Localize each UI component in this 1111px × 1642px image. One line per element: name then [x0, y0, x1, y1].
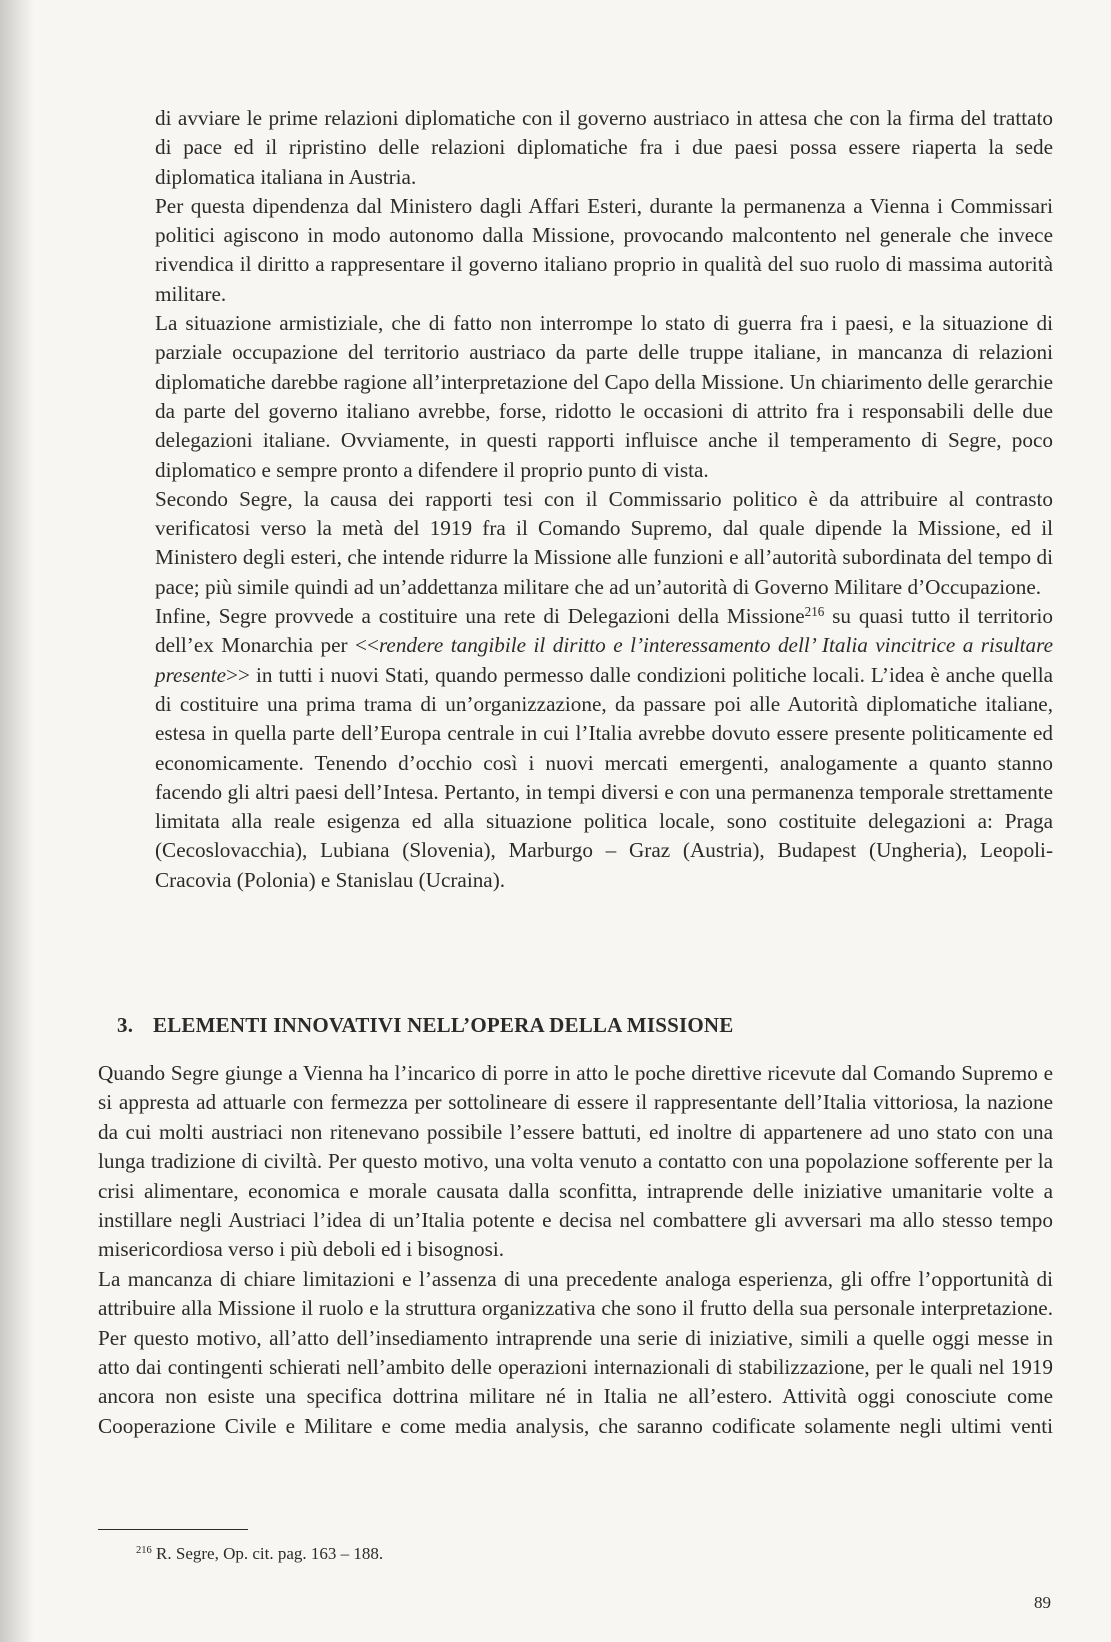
footnote-reference[interactable]: 216 [804, 603, 825, 619]
italic-quotation: rendere tangibile il diritto e l’interessamento dell’ Italia vincitrice a risultare presente [155, 633, 1053, 687]
body-text-bottom [98, 1059, 1053, 1441]
section-number: 3. [117, 1013, 134, 1037]
paragraph-text: Infine, Segre provvede a costituire una rete di Delegazioni della Missione [155, 604, 805, 629]
footnote-divider [98, 1529, 248, 1530]
paragraph-text: su quasi tutto il territorio dell’ex Monarchia per [155, 604, 1053, 658]
paragraph: La situazione armistiziale, che di fatto non interrompe lo stato di guerra fra i paesi, e la situazione di parziale occupazione del territorio austriaco da parte delle truppe italiane, in mancanza di relazioni diplomatiche darebbe ragione all’interpretazione del Capo della Missione. Un chiarimento delle gerarchie da parte del governo italiano avrebbe, forse, ridotto le occasioni di attrito fra i responsabili delle due delegazioni italiane. Ovviamente, in questi rapporti influisce anche il temperamento di Segre, poco diplomatico e sempre pronto a difendere il proprio punto di vista. [155, 311, 1053, 482]
section-heading [117, 1013, 733, 1038]
paragraph: La mancanza di chiare limitazioni e l’assenza di una precedente analoga esperienza, gli offre l’opportunità di attribuire alla Missione il ruolo e la struttura organizzativa che sono il frutto della sua personale interpretazione. Per questo motivo, all’atto dell’insediamento intraprende una serie di iniziative, simili a quelle oggi messe in atto dai contingenti schierati nell’ambito delle operazioni internazionali di stabilizzazione, per le quali nel 1919 ancora non esiste una specifica dottrina militare né in Italia ne all’estero. Attività oggi conosciute come Cooperazione Civile e Militare e come media analysis, che saranno codificate solamente negli ultimi venti [98, 1266, 1053, 1438]
footnote [136, 1543, 383, 1565]
paragraph: Secondo Segre, la causa dei rapporti tesi con il Commissario politico è da attribuire al contrasto verificatosi verso la metà del 1919 fra il Comando Supremo, dal quale dipende la Missione, ed il Ministero degli esteri, che intende ridurre la Missione alle funzioni e all’autorità subordinata del tempo di pace; più simile quindi ad un’addettanza militare che ad un’autorità di Governo Militare d’Occupazione. [155, 486, 1053, 599]
paragraph: di avviare le prime relazioni diplomatiche con il governo austriaco in attesa che con la firma del trattato di pace ed il ripristino delle relazioni diplomatiche fra i due paesi possa essere riaperta la sede diplomatica italiana in Austria. [155, 106, 1053, 189]
paragraph-text: in tutti i nuovi Stati, quando permesso dalle condizioni politiche locali. L’idea è anche quella di costituire una prima trama di un’organizzazione, da passare poi alle Autorità diplomatiche italiane, estesa in quella parte dell’Europa centrale in cui l’Italia avrebbe dovuto essere presente politicamente ed economicamente. Tenendo d’occhio così i nuovi mercati emergenti, analogamente a quanto stanno facendo gli altri paesi dell’Intesa. Pertanto, in tempi diversi e con una permanenza temporale strettamente limitata alla reale esigenza ed alla situazione politica locale, sono costituite delegazioni a: Praga (Cecoslovacchia), Lubiana (Slovenia), Marburgo – Graz (Austria), Budapest (Ungheria), Leopoli-Cracovia (Polonia) e Stanislau (Ucraina). [155, 662, 1053, 892]
footnote-text: R. Segre, Op. cit. pag. 163 – 188. [151, 1544, 384, 1563]
paragraph: Per questa dipendenza dal Ministero dagli Affari Esteri, durante la permanenza a Vienna i Commissari politici agiscono in modo autonomo dalla Missione, provocando malcontento nel generale che invece rivendica il diritto a rappresentare il governo italiano proprio in qualità del suo ruolo di massima autorità militare. [155, 193, 1053, 306]
footnote-number: 216 [136, 1545, 152, 1557]
page-number: 89 [1034, 1593, 1051, 1612]
paragraph [155, 602, 1053, 895]
body-text-top [155, 104, 1053, 895]
paragraph: Quando Segre giunge a Vienna ha l’incarico di porre in atto le poche direttive ricevute dal Comando Supremo e si appresta ad attuarle con fermezza per sottolineare di essere il rappresentante dell’Italia vittoriosa, la nazione da cui molti austriaci non ritenevano possibile l’essere battuti, ed inoltre di appartenere ad uno stato con una lunga tradizione di civiltà. Per questo motivo, una volta venuto a contatto con una popolazione sofferente per la crisi alimentare, economica e morale causata dalla sconfitta, intraprende delle iniziative umanitarie volte a instillare negli Austriaci l’idea di un’Italia potente e decisa nel combattere gli avversari ma allo stesso tempo misericordiosa verso i più deboli ed i bisognosi. [98, 1061, 1053, 1262]
quote-open-mark: << [355, 633, 379, 658]
section-title: ELEMENTI INNOVATIVI NELL’OPERA DELLA MISSIONE [153, 1013, 734, 1037]
quote-close-mark: >> [226, 662, 250, 687]
